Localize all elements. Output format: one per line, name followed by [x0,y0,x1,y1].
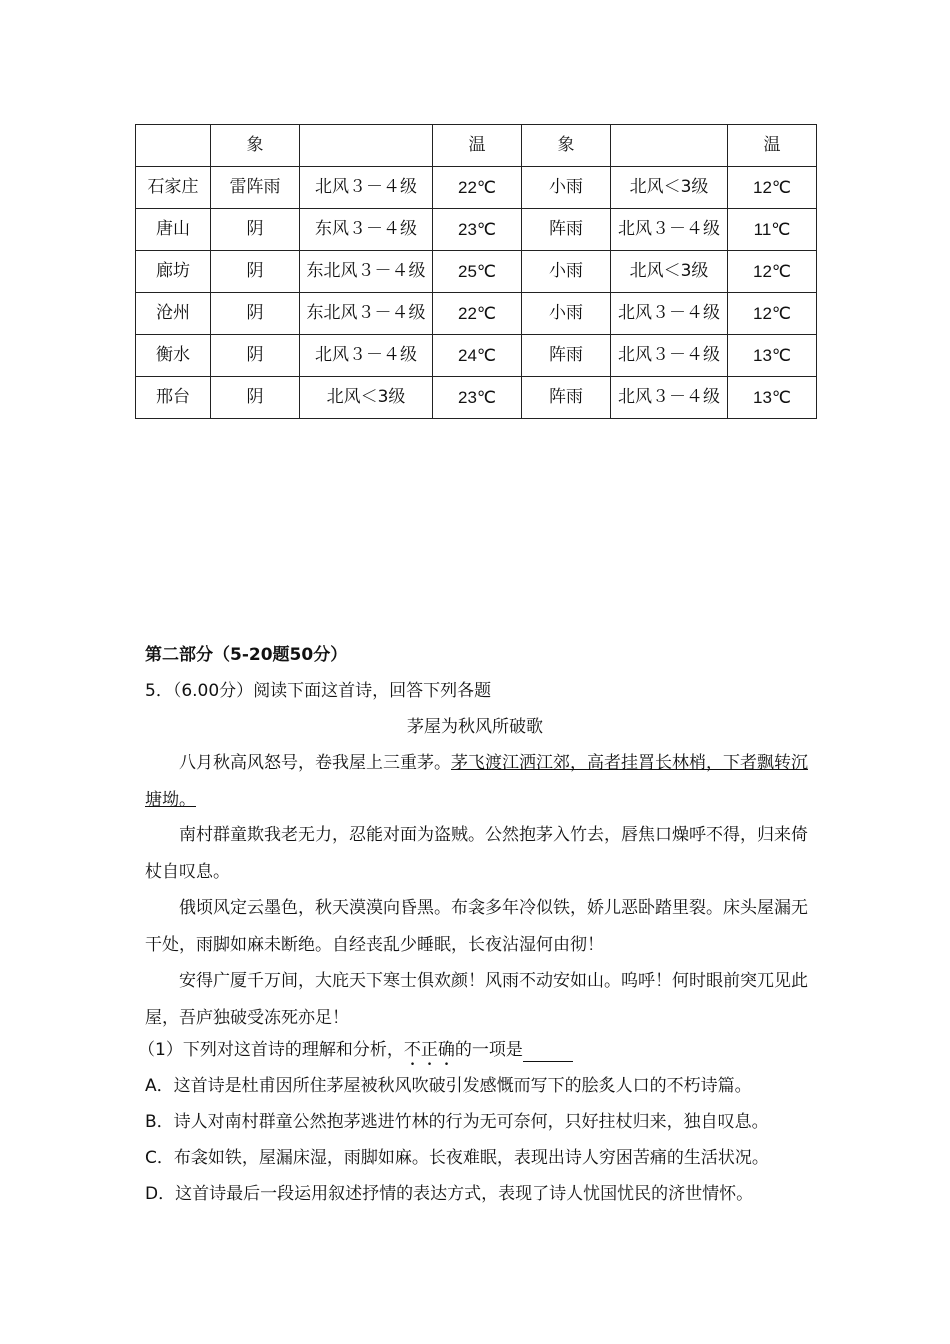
option-a: A．这首诗是杜甫因所住茅屋被秋风吹破引发感慨而写下的脍炙人口的不朽诗篇。 [145,1076,752,1096]
table-cell: 小雨 [522,251,611,293]
table-cell: 东北风３－４级 [300,293,433,335]
section-title: 第二部分（5-20题50分） [145,645,348,665]
table-cell: 阴 [211,251,300,293]
option-d: D．这首诗最后一段运用叙述抒情的表达方式，表现了诗人忧国忧民的济世情怀。 [145,1184,754,1204]
sub-question-1 [138,1032,808,1070]
table-cell: 温 [728,125,817,167]
table-cell: 25℃ [433,251,522,293]
poem-text: 八月秋高风怒号，卷我屋上三重茅。 [179,753,451,773]
table-cell: 12℃ [728,167,817,209]
question-header [145,673,815,710]
table-cell: 阴 [211,335,300,377]
option-b: B．诗人对南村群童公然抱茅逃进竹林的行为无可奈何，只好拄杖归来，独自叹息。 [145,1112,769,1132]
table-cell: 东风３－４级 [300,209,433,251]
table-cell: 阵雨 [522,335,611,377]
table-cell: 北风＜3级 [611,251,728,293]
question-number: 5． [145,681,173,701]
table-cell: 阴 [211,377,300,419]
sub-question-text: 的一项是 [454,1040,523,1060]
table-cell: 东北风３－４级 [300,251,433,293]
table-cell: 北风３－４级 [611,293,728,335]
table-cell: 12℃ [728,251,817,293]
table-cell: 11℃ [728,209,817,251]
sub-question-text: （1）下列对这首诗的理解和分析， [138,1040,404,1060]
table-cell: 13℃ [728,377,817,419]
table-cell: 阴 [211,209,300,251]
poem-paragraph-2: 南村群童欺我老无力，忍能对面为盗贼。公然抱茅入竹去，唇焦口燥呼不得，归来倚杖自叹息。 [145,825,808,882]
table-cell: 北风３－４级 [611,335,728,377]
question-prompt: 阅读下面这首诗，回答下列各题 [253,681,492,701]
table-cell: 22℃ [433,293,522,335]
option-c: C．布衾如铁，屋漏床湿，雨脚如麻。长夜难眠，表现出诗人穷困苦痛的生活状况。 [145,1148,769,1168]
table-cell: 24℃ [433,335,522,377]
table-cell: 廊坊 [136,251,211,293]
table-cell: 北风＜3级 [611,167,728,209]
table-cell: 北风３－４级 [300,335,433,377]
table-cell: 12℃ [728,293,817,335]
table-cell: 小雨 [522,293,611,335]
table-cell: 北风３－４级 [300,167,433,209]
table-cell: 阴 [211,293,300,335]
table-cell: 23℃ [433,209,522,251]
table-cell: 衡水 [136,335,211,377]
table-cell: 温 [433,125,522,167]
poem-paragraph-4: 安得广厦千万间，大庇天下寒士俱欢颜！风雨不动安如山。呜呼！何时眼前突兀见此屋，吾庐独破受冻死亦足！ [145,971,808,1028]
table-cell: 邢台 [136,377,211,419]
table-cell: 阵雨 [522,209,611,251]
table-cell [136,125,211,167]
emphasized-text: 不正确 [403,1040,455,1060]
table-cell: 小雨 [522,167,611,209]
answer-blank[interactable] [523,1039,573,1062]
table-cell [611,125,728,167]
weather-table [135,124,817,419]
table-row [136,167,817,209]
table-cell: 22℃ [433,167,522,209]
table-cell: 象 [211,125,300,167]
table-row [136,251,817,293]
question-score: （6.00分） [172,681,254,701]
table-row [136,293,817,335]
poem-paragraph-3: 俄顷风定云墨色，秋天漠漠向昏黑。布衾多年冷似铁，娇儿恶卧踏里裂。床头屋漏无干处，雨脚如麻未断绝。自经丧乱少睡眠，长夜沾湿何由彻！ [145,898,808,955]
table-cell: 北风３－４级 [611,377,728,419]
table-cell: 23℃ [433,377,522,419]
table-cell: 象 [522,125,611,167]
table-cell: 石家庄 [136,167,211,209]
table-cell: 北风＜3级 [300,377,433,419]
table-row [136,377,817,419]
table-cell: 唐山 [136,209,211,251]
table-cell: 阵雨 [522,377,611,419]
table-cell: 北风３－４级 [611,209,728,251]
poem-title: 茅屋为秋风所破歌 [407,717,543,737]
table-row [136,209,817,251]
poem-paragraph-1 [145,745,809,819]
table-cell: 沧州 [136,293,211,335]
table-row [136,335,817,377]
poem-underlined-text: 茅飞渡江洒江郊，高者挂罥长林梢，下者飘转沉塘坳。 [145,753,808,810]
table-cell [300,125,433,167]
table-header-row [136,125,817,167]
table-cell: 13℃ [728,335,817,377]
table-cell: 雷阵雨 [211,167,300,209]
